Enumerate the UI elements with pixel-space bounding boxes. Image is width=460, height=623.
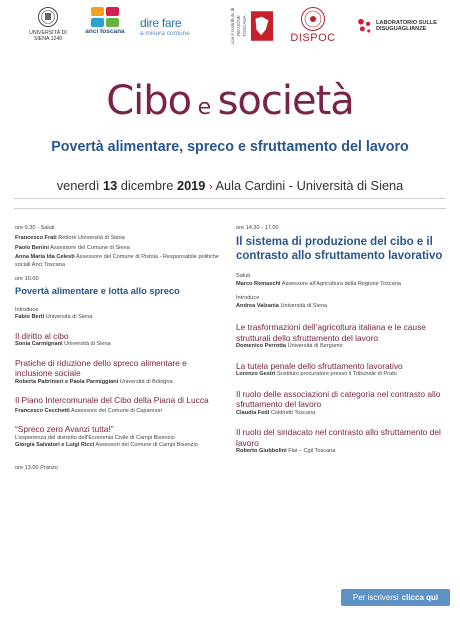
university-siena-logo	[26, 6, 70, 42]
speaker-line	[236, 410, 451, 418]
speaker-line	[15, 341, 220, 349]
saluti-label: Saluti	[236, 273, 250, 279]
dispoc-logo	[282, 6, 344, 44]
title-conjunction: e	[197, 95, 212, 120]
speaker-name: Roberta Paltrinieri e Paola Parmiggiani	[15, 378, 119, 385]
lab-logo-text: LABORATORIO SULLE DISUGUAGLIANZE	[376, 19, 438, 32]
register-link[interactable]: clicca qui	[401, 593, 439, 602]
speaker-role: Università di Siena	[45, 314, 93, 320]
morning-welcome-time: ore 9.30 - Saluti	[15, 225, 55, 231]
speaker-line	[15, 254, 220, 269]
speaker-line	[236, 303, 451, 311]
speaker-name: Claudia Fedi	[236, 409, 270, 416]
date-place: Aula Cardini - Università di Siena	[215, 178, 404, 193]
introduce-label: Introduce	[15, 306, 39, 313]
date-separator: ›	[208, 181, 213, 193]
register-text: Per iscriversi	[352, 593, 399, 602]
talk-title: Il diritto al cibo	[15, 330, 69, 341]
event-title	[0, 78, 460, 124]
speaker-line	[15, 314, 220, 322]
speaker-line	[236, 371, 451, 379]
event-dateline	[0, 178, 460, 193]
talk-title: Il Piano Intercomunale del Cibo della Piana di Lucca	[15, 395, 209, 405]
speaker-role: Università di Bergamo	[287, 343, 343, 349]
speaker-line	[15, 408, 220, 416]
speaker-name: Domenico Perrotta	[236, 343, 287, 349]
talk-subtitle: L’esperienza del distretto dell’Economia Civile di Campi Bisenzio	[15, 434, 175, 441]
anci-toscana-logo	[84, 6, 126, 35]
speaker-line	[15, 379, 220, 387]
divider-top	[14, 198, 446, 199]
speaker-name: Francesco Frati	[15, 235, 57, 241]
talk-title: Il ruolo del sindacato nel contrasto allo sfruttamento del lavoro	[236, 427, 441, 448]
talk-title: “Spreco zero Avanzi tutta!”	[15, 424, 114, 434]
talk-title: Pratiche di riduzione dello spreco alimentare e inclusione sociale	[15, 357, 187, 378]
dispoc-seal-icon	[300, 6, 326, 32]
speaker-name: Paolo Benini	[15, 244, 49, 251]
date-year: 2019	[176, 178, 206, 193]
dispoc-logo-text: DISPOC	[290, 32, 336, 44]
afternoon-session-heading: Il sistema di produzione del cibo e il contrasto allo sfruttamento lavorativo	[236, 236, 443, 262]
speaker-line	[236, 343, 451, 351]
morning-session-time: ore 10.00	[15, 276, 39, 282]
talk-title: La tutela penale dello sfruttamento lavorativo	[236, 360, 403, 371]
divider-bottom	[14, 208, 446, 209]
speaker-name: Andrea Valzania	[236, 302, 279, 309]
lab-dots-icon	[356, 14, 373, 38]
speaker-role: Università di Bologna	[119, 378, 173, 385]
register-button[interactable]	[341, 589, 450, 606]
speaker-role: Università di Siena	[280, 302, 328, 309]
introduce-label: Introduce	[236, 295, 260, 301]
speaker-line	[236, 448, 451, 456]
laboratorio-logo	[356, 14, 456, 38]
speaker-name: Lorenzo Gestri	[236, 371, 276, 377]
event-subtitle: Povertà alimentare, spreco e sfruttamento del lavoro	[51, 139, 409, 155]
date-month: dicembre	[120, 178, 174, 193]
speaker-role: Assessore del Comune di Capannori	[70, 407, 163, 414]
speaker-role: Assessore all’Agricoltura della Regione Toscana	[281, 280, 402, 287]
speaker-role: Flai – Cgil Toscana	[288, 448, 336, 454]
talk-title: Le trasformazioni dell’agricoltura italiana e le cause strutturali dello sfruttamento del lavoro	[236, 322, 426, 343]
speaker-name: Sonia Carmignani	[15, 341, 63, 347]
date-day: venerdì	[56, 178, 100, 193]
university-seal-icon	[37, 6, 59, 30]
speaker-line	[15, 442, 220, 450]
title-part1: Cibo	[106, 78, 192, 124]
university-logo-text: UNIVERSITÀ DI SIENA 1240	[29, 30, 67, 42]
speaker-name: Giorgia Salvatori e Luigi Ricci	[15, 442, 95, 448]
speaker-role: Rettore Università di Siena	[58, 235, 125, 241]
dire-fare-title: dire fare	[140, 16, 182, 30]
anci-logo-text: anci toscana	[85, 28, 125, 35]
speaker-name: Marco Remaschi	[236, 280, 281, 287]
lunch-time: ore 13.00 Pranzo	[15, 464, 58, 471]
anci-squares-icon	[89, 6, 121, 28]
logo-bar	[0, 6, 460, 54]
speaker-name: Fabio Berti	[15, 314, 45, 320]
speaker-role: Assessori del Comune di Campi Bisenzio	[95, 442, 198, 448]
speaker-name: Anna Maria Ida Celesti	[15, 254, 75, 260]
dire-fare-subtitle: a misura comune	[140, 30, 190, 37]
speaker-role: Coldiretti Toscana	[270, 409, 316, 416]
title-part2: società	[217, 78, 354, 124]
talk-title: Il ruolo delle associazioni di categoria nel contrasto allo sfruttamento del lavoro	[236, 388, 441, 409]
date-number: 13	[102, 178, 118, 193]
speaker-name: Roberto Giubbolini	[236, 448, 287, 454]
speaker-role: Assessore del Comune di Siena	[50, 244, 130, 251]
speaker-line	[236, 281, 451, 289]
dire-fare-logo	[140, 6, 212, 38]
speaker-line	[15, 245, 220, 253]
regione-toscana-logo	[230, 6, 274, 46]
afternoon-session-time: ore 14.30 - 17.00	[236, 225, 279, 231]
morning-session-heading: Povertà alimentare e lotta allo spreco	[15, 286, 180, 296]
afternoon-program	[236, 225, 451, 456]
regione-emblem-icon	[250, 6, 274, 46]
speaker-line	[15, 235, 220, 243]
speaker-role: Sostituto procuratore presso il Tribunale di Prato	[277, 371, 397, 377]
speaker-name: Francesco Cecchetti	[15, 407, 70, 414]
speaker-role: Assessore del Comune di Pistoia - Responsabile politiche sociali Anci Toscana	[15, 254, 219, 268]
speaker-role: Università di Siena	[64, 341, 111, 347]
regione-logo-text: con il contributo di REGIONE TOSCANA	[230, 7, 247, 45]
morning-program	[15, 225, 220, 472]
